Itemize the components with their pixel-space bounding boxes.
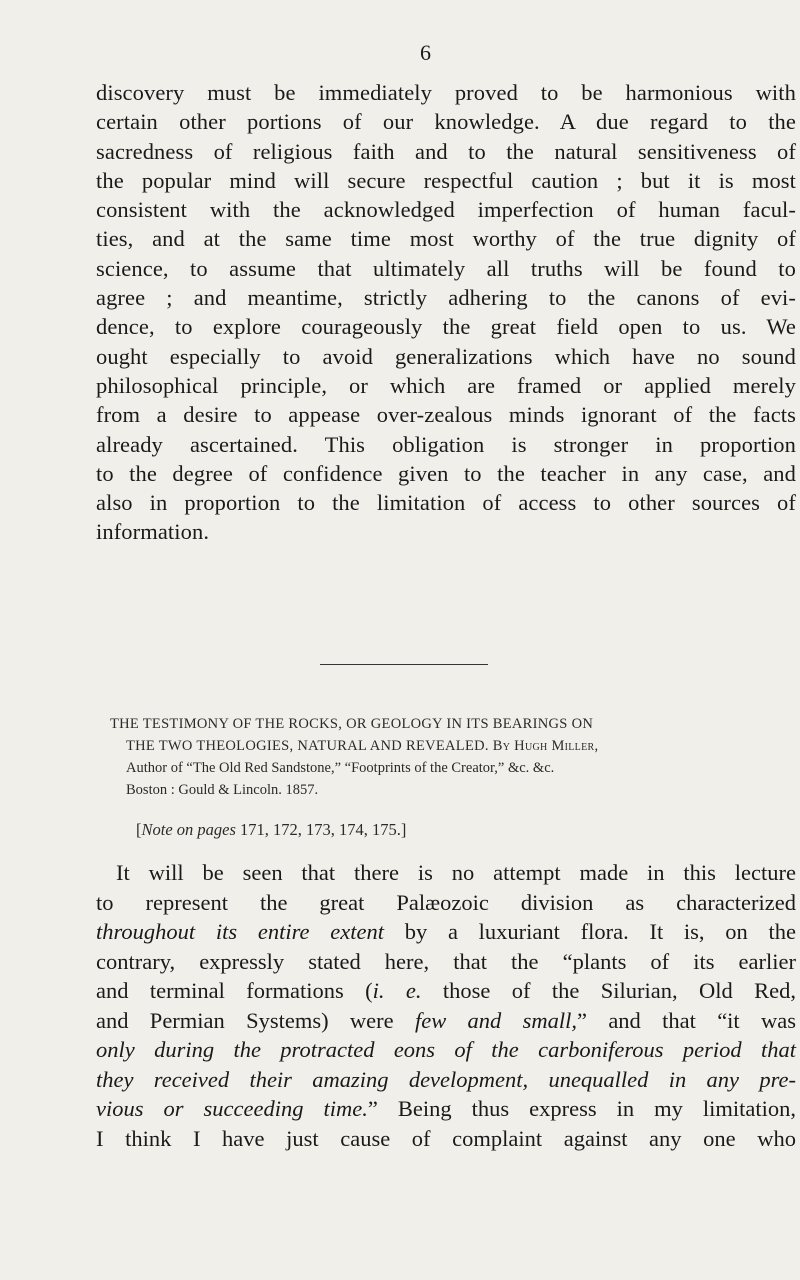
page-number: 6 [420,40,431,65]
text-line: also in proportion to the limitation of access to other sources of [96,490,796,516]
body-paragraph-2 [96,858,796,1153]
text-run: ” and that “it was [577,1007,796,1033]
text-line [96,1035,796,1065]
text-line: science, to assume that ultimately all truths will be found to [96,255,796,281]
reference-author: By Hugh Miller, [492,738,599,754]
text-run: and Permian Systems) were [96,1007,415,1033]
text-line: certain other portions of our knowledge. A due regard to the [96,109,796,135]
italic-phrase: i. e. [372,978,422,1003]
text-line: philosophical principle, or which are framed or applied merely [96,372,796,398]
text-line: the popular mind will secure respectful caution ; but it is most [96,167,796,193]
italic-phrase: vious or succeeding time. [96,1096,368,1121]
text-line: I think I have just cause of complaint against any one who [96,1125,796,1151]
text-line: contrary, expressly stated here, that the “plants of its earlier [96,948,796,974]
text-line: dence, to explore courageously the great field open to us. We [96,314,796,340]
text-line [96,1065,796,1095]
reference-author-works: Author of “The Old Red Sandstone,” “Footprints of the Creator,” &c. &c. [126,760,555,776]
reference-title-line-2 [96,735,796,757]
text-line: to represent the great Palæozoic division as characterized [96,889,796,915]
body-paragraph-1 [96,78,796,547]
text-line: information. [96,519,210,545]
text-line: ought especially to avoid generalizations which have no sound [96,343,796,369]
text-line: from a desire to appease over-zealous minds ignorant of the facts [96,402,796,428]
note-bracket: [ [136,820,142,839]
italic-phrase: throughout its entire extent [96,919,384,944]
reference-publisher: Boston : Gould & Lincoln. 1857. [126,782,319,798]
text-run: and terminal formations ( [96,978,373,1003]
text-line: consistent with the acknowledged imperfection of human facul- [96,197,796,223]
italic-phrase: they received their amazing development, unequalled in any pre- [96,1066,796,1092]
text-line [96,917,796,947]
text-line [96,1094,796,1124]
text-line: to the degree of confidence given to the teacher in any case, and [96,460,796,486]
book-reference [96,713,796,801]
text-line: already ascertained. This obligation is stronger in proportion [96,431,796,457]
italic-phrase: only during the protracted eons of the carboniferous period that [96,1037,796,1062]
text-line [96,976,796,1006]
reference-title-end: THE TWO THEOLOGIES, NATURAL AND REVEALED. [126,738,489,754]
text-line [96,1006,796,1036]
text-line: agree ; and meantime, strictly adhering to the canons of evi- [96,285,796,311]
reference-title-line-1: THE TESTIMONY OF THE ROCKS, OR GEOLOGY IN ITS BEARINGS ON [110,716,594,732]
text-run: those of the Silurian, Old Red, [421,978,796,1003]
note-pages: 171, 172, 173, 174, 175.] [235,820,407,839]
text-run: ” Being thus express in my limitation, [367,1096,796,1121]
italic-phrase: few and small, [414,1007,578,1033]
page-note [136,820,406,840]
text-line: sacredness of religious faith and to the natural sensitiveness of [96,138,796,164]
text-line: discovery must be immediately proved to be harmonious with [96,80,796,105]
section-divider [320,664,488,665]
text-line: It will be seen that there is no attempt made in this lecture [116,860,796,885]
text-run: by a luxuriant flora. It is, on the [383,919,796,944]
note-label: Note on pages [141,820,236,839]
text-line: ties, and at the same time most worthy of the true dignity of [96,226,796,252]
